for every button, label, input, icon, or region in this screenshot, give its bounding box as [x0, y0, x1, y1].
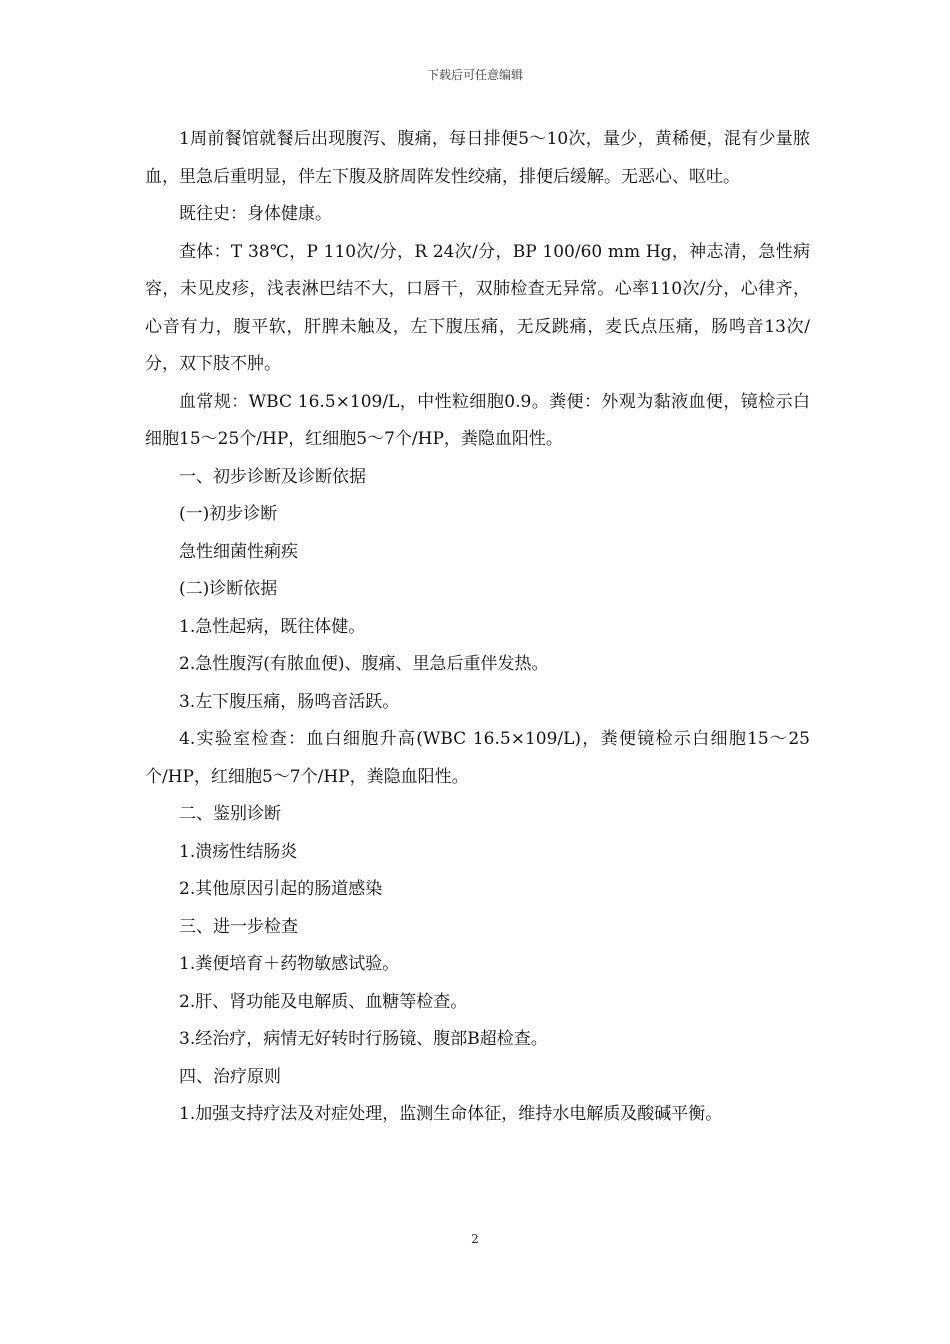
section-heading-treatment: 四、治疗原则	[179, 1066, 281, 1087]
list-item: 3.左下腹压痛，肠鸣音活跃。	[179, 691, 400, 712]
paragraph-physical-exam: 查体：T 38℃，P 110次/分，R 24次/分，BP 100/60 mm Hg，神志清，急性病容，未见皮疹，浅表淋巴结不大，口唇干，双肺检查无异常。心率110次/分，心律齐，心音有力，腹平软，肝脾未触及，左下腹压痛，无反跳痛，麦氏点压痛，肠鸣音13次/分，双下肢不肿。	[145, 241, 810, 374]
list-item: 3.经治疗，病情无好转时行肠镜、腹部B超检查。	[179, 1029, 548, 1049]
subheading-diagnosis-basis: (二)诊断依据	[179, 579, 278, 599]
list-item: 1.急性起病，既往体健。	[179, 616, 366, 637]
list-item: 1.加强支持疗法及对症处理，监测生命体征，维持水电解质及酸碱平衡。	[179, 1104, 723, 1124]
section-heading-diagnosis: 一、初步诊断及诊断依据	[179, 466, 366, 487]
list-item: 2.急性腹泻(有脓血便)、腹痛、里急后重伴发热。	[179, 654, 549, 674]
paragraph-diagnosis: 急性细菌性痢疾	[179, 541, 298, 562]
section-heading-further-exam: 三、进一步检查	[179, 916, 298, 937]
document-body	[145, 121, 810, 1134]
paragraph-past-history: 既往史：身体健康。	[179, 204, 332, 224]
section-heading-differential: 二、鉴别诊断	[179, 804, 281, 824]
page-number: 2	[471, 1232, 479, 1246]
list-item: 1.溃疡性结肠炎	[179, 841, 298, 862]
paragraph-lab-results: 血常规：WBC 16.5×109/L，中性粒细胞0.9。粪便：外观为黏液血便，镜检示白细胞15～25个/HP，红细胞5～7个/HP，粪隐血阳性。	[145, 391, 810, 449]
subheading-initial-diagnosis: (一)初步诊断	[179, 504, 278, 524]
list-item: 4.实验室检查：血白细胞升高(WBC 16.5×109/L)，粪便镜检示白细胞15～25个/HP，红细胞5～7个/HP，粪隐血阳性。	[145, 729, 810, 787]
list-item: 2.肝、肾功能及电解质、血糖等检查。	[179, 991, 468, 1012]
page-header: 下载后可任意编辑	[426, 68, 523, 82]
list-item: 2.其他原因引起的肠道感染	[179, 879, 383, 899]
paragraph-history: 1周前餐馆就餐后出现腹泻、腹痛，每日排便5～10次，量少，黄稀便，混有少量脓血，里急后重明显，伴左下腹及脐周阵发性绞痛，排便后缓解。无恶心、呕吐。	[145, 129, 810, 187]
list-item: 1.粪便培育＋药物敏感试验。	[179, 954, 400, 974]
